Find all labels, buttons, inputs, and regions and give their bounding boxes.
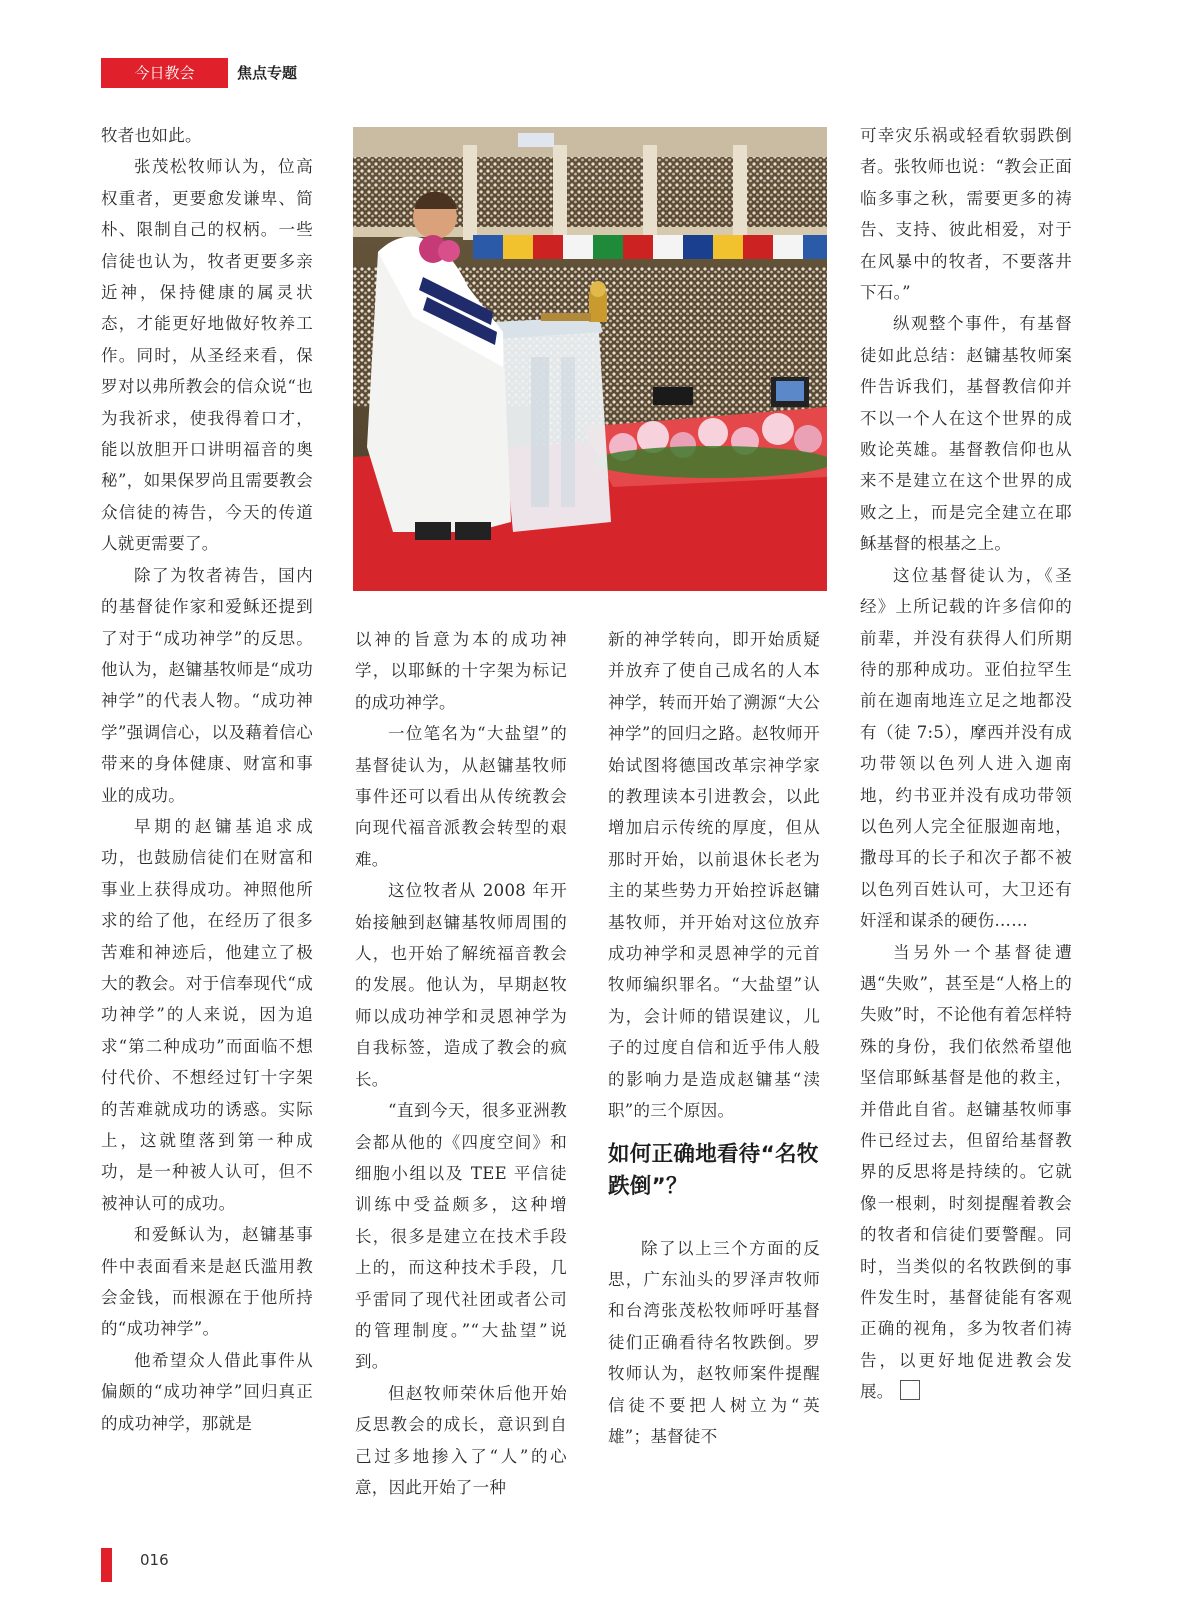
text-column-4 (860, 120, 1072, 1408)
section-heading: 如何正确地看待“名牧跌倒”？ (608, 1141, 819, 1199)
paragraph: 他希望众人借此事件从偏颇的“成功神学”回归真正的成功神学，那就是 (101, 1350, 313, 1433)
text-column-1 (101, 120, 313, 1439)
paragraph: 除了以上三个方面的反思，广东汕头的罗泽声牧师和台湾张茂松牧师呼吁基督徒们正确看待名牧跌倒。罗牧师认为，赵牧师案件提醒信徒不要把人树立为“英雄”；基督徒不 (608, 1238, 820, 1446)
paragraph: 纵观整个事件，有基督徒如此总结：赵镛基牧师案件告诉我们，基督教信仰并不以一个人在这个世界的成败论英雄。基督教信仰也从来不是建立在这个世界的成败之上，而是完全建立在耶稣基督的根基之上。 (860, 314, 1072, 554)
text-column-3 (608, 624, 820, 1452)
paragraph: 可幸灾乐祸或轻看软弱跌倒者。张牧师也说：“教会正面临多事之秋，需要更多的祷告、支持、彼此相爱，对于在风暴中的牧者，不要落井下石。” (860, 126, 1072, 303)
paragraph: 和爱稣认为，赵镛基事件中表面看来是赵氏滥用教会金钱，而根源在于他所持的“成功神学”。 (101, 1225, 313, 1339)
article-photo (353, 127, 827, 591)
end-mark-icon (900, 1380, 920, 1400)
paragraph: “直到今天，很多亚洲教会都从他的《四度空间》和细胞小组以及 TEE 平信徒训练中受益颇多，这种增长，很多是建立在技术手段上的，而这种技术手段，几乎雷同了现代社团或者公司的管理制度。”“大盐望”说到。 (355, 1101, 567, 1372)
paragraph: 新的神学转向，即开始质疑并放弃了使自己成名的人本神学，转而开始了溯源“大公神学”的回归之路。赵牧师开始试图将德国改革宗神学家的教理读本引进教会，以此增加启示传统的厚度，但从那时开始，以前退休长老为主的某些势力开始控诉赵镛基牧师，并开始对这位放弃成功神学和灵恩神学的元首牧师编织罪名。“大盐望”认为，会计师的错误建议，儿子的过度自信和近乎伟人般的影响力是造成赵镛基“渎职”的三个原因。 (608, 630, 820, 1121)
paragraph: 牧者也如此。 (101, 126, 202, 145)
page-number: 016 (140, 1551, 169, 1569)
church-service-photo (353, 127, 827, 591)
text-column-2 (355, 624, 567, 1503)
paragraph: 张茂松牧师认为，位高权重者，更要愈发谦卑、简朴、限制自己的权柄。一些信徒也认为，牧者更要多亲近神，保持健康的属灵状态，才能更好地做好牧养工作。同时，从圣经来看，保罗对以弗所教会的信众说“也为我祈求，使我得着口才，能以放胆开口讲明福音的奥秘”，如果保罗尚且需要教会众信徒的祷告，今天的传道人就更需要了。 (101, 157, 313, 554)
paragraph: 早期的赵镛基追求成功，也鼓励信徒们在财富和事业上获得成功。神照他所求的给了他，在经历了很多苦难和神迹后，他建立了极大的教会。对于信奉现代“成功神学”的人来说，因为追求“第二种成功”而面临不想付代价、不想经过钉十字架的苦难就成功的诱惑。实际上，这就堕落到第一种成功，是一种被人认可，但不被神认可的成功。 (101, 816, 313, 1213)
paragraph: 一位笔名为“大盐望”的基督徒认为，从赵镛基牧师事件还可以看出从传统教会向现代福音派教会转型的艰难。 (355, 724, 567, 869)
paragraph: 以神的旨意为本的成功神学，以耶稣的十字架为标记的成功神学。 (355, 630, 567, 712)
section-tag: 今日教会 (101, 58, 228, 88)
paragraph-text: 当另外一个基督徒遭遇“失败”，甚至是“人格上的失败”时，不论他有着怎样特殊的身份，我们依然希望他坚信耶稣基督是他的救主，并借此自省。赵镛基牧师事件已经过去，但留给基督教界的反思将是持续的。它就像一根刺，时刻提醒着教会的牧者和信徒们要警醒。同时，当类似的名牧跌倒的事件发生时，基督徒能有客观正确的视角，多为牧者们祷告，以更好地促进教会发展。 (860, 942, 1072, 1402)
paragraph: 这位牧者从 2008 年开始接触到赵镛基牧师周围的人，也开始了解统福音教会的发展。他认为，早期赵牧师以成功神学和灵恩神学为自我标签，造成了教会的疯长。 (355, 881, 567, 1089)
paragraph: 除了为牧者祷告，国内的基督徒作家和爱稣还提到了对于“成功神学”的反思。他认为，赵镛基牧师是“成功神学”的代表人物。“成功神学”强调信心，以及藉着信心带来的身体健康、财富和事业的成功。 (101, 565, 313, 805)
footer-accent-bar (101, 1548, 112, 1582)
paragraph (860, 937, 1072, 1408)
paragraph: 这位基督徒认为，《圣经》上所记载的许多信仰的前辈，并没有获得人们所期待的那种成功。亚伯拉罕生前在迦南地连立足之地都没有（徒 7:5），摩西并没有成功带领以色列人进入迦南地，约书亚并没有成功带领以色列人完全征服迦南地，撒母耳的长子和次子都不被以色列百姓认可，大卫还有奸淫和谋杀的硬伤…… (860, 565, 1072, 931)
paragraph: 但赵牧师荣休后他开始反思教会的成长，意识到自己过多地掺入了“人”的心意，因此开始了一种 (355, 1383, 567, 1497)
topic-label: 焦点专题 (237, 64, 298, 82)
